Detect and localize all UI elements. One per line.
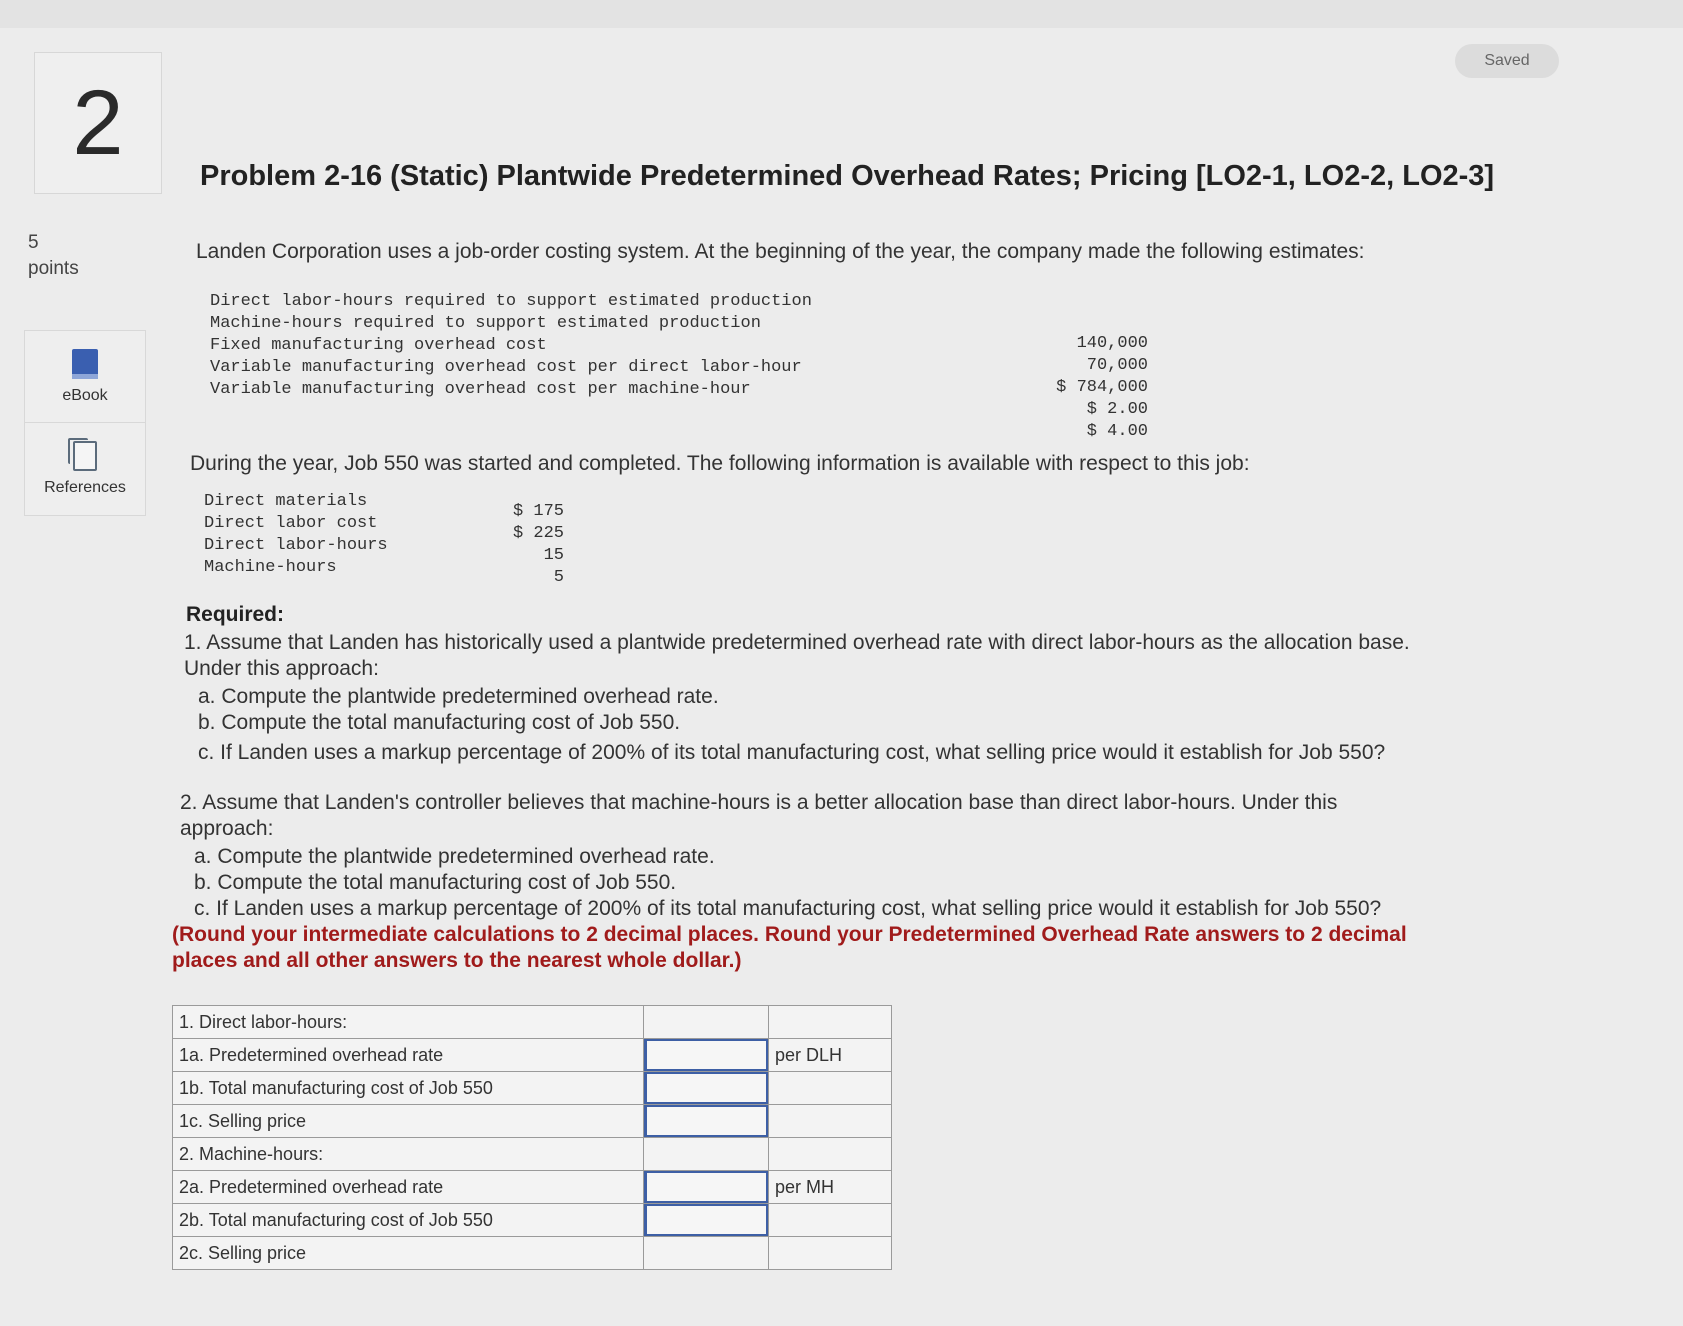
estimate-label: Machine-hours required to support estimated production: [210, 314, 761, 333]
job-value: $ 175: [512, 502, 564, 521]
points-label: points: [28, 258, 79, 279]
estimate-value: $ 4.00: [1086, 422, 1148, 441]
estimate-label: Fixed manufacturing overhead cost: [210, 336, 547, 355]
requirement-1c: c. If Landen uses a markup percentage of 200% of its total manufacturing cost, what selling price would it establish for Job 550?: [198, 741, 1386, 764]
rounding-instructions: [172, 922, 1407, 974]
row-label: 2c. Selling price: [173, 1237, 644, 1270]
problem-title: Problem 2-16 (Static) Plantwide Predetermined Overhead Rates; Pricing [LO2-1, LO2-2, LO2-3]: [200, 160, 1495, 192]
estimate-label: Variable manufacturing overhead cost per machine-hour: [210, 380, 751, 399]
requirement-2-cont: approach:: [180, 817, 274, 840]
unit-cell: [769, 1204, 892, 1237]
unit-cell: per DLH: [769, 1039, 892, 1072]
total-manufacturing-cost-dlh-input[interactable]: [644, 1072, 768, 1104]
estimate-label: Direct labor-hours required to support estimated production: [210, 292, 812, 311]
unit-cell: per MH: [769, 1171, 892, 1204]
table-row: [173, 1072, 892, 1105]
table-row: [173, 1105, 892, 1138]
intro-text: Landen Corporation uses a job-order costing system. At the beginning of the year, the company made the following estimates:: [196, 240, 1365, 263]
selling-price-mh-input[interactable]: [644, 1237, 769, 1270]
table-row: [173, 1039, 892, 1072]
rounding-line-1: (Round your intermediate calculations to 2 decimal places. Round your Predetermined Overhead Rate answers to 2 decimal: [172, 923, 1407, 946]
total-manufacturing-cost-mh-input[interactable]: [644, 1204, 768, 1236]
estimate-value: $ 784,000: [1056, 378, 1148, 397]
estimate-value: $ 2.00: [1086, 400, 1148, 419]
row-label: 2. Machine-hours:: [173, 1138, 644, 1171]
table-row: [173, 1204, 892, 1237]
requirement-2: 2. Assume that Landen's controller believes that machine-hours is a better allocation base than direct labor-hours. Under this: [180, 791, 1338, 814]
ebook-label: eBook: [62, 387, 108, 404]
job-value: $ 225: [512, 524, 564, 543]
row-label: 1b. Total manufacturing cost of Job 550: [173, 1072, 644, 1105]
job-value: 5: [553, 568, 564, 587]
estimate-value: 140,000: [1076, 334, 1148, 353]
unit-cell: [769, 1072, 892, 1105]
predetermined-overhead-rate-mh-input[interactable]: [644, 1171, 768, 1203]
references-button[interactable]: [24, 422, 146, 516]
answer-table: [172, 1005, 892, 1270]
job-label: Direct labor cost: [204, 514, 378, 533]
table-row: [173, 1006, 892, 1039]
estimate-value: 70,000: [1086, 356, 1148, 375]
job-label: Direct materials: [204, 492, 368, 511]
ebook-button[interactable]: [24, 330, 146, 424]
job-label: Machine-hours: [204, 558, 337, 577]
requirement-2b: b. Compute the total manufacturing cost of Job 550.: [194, 871, 677, 894]
empty-cell: [644, 1006, 769, 1039]
points-indicator: [28, 230, 79, 282]
unit-cell: [769, 1138, 892, 1171]
saved-status-badge: Saved: [1455, 44, 1559, 78]
table-row: [173, 1237, 892, 1270]
required-heading: [186, 602, 284, 627]
references-label: References: [44, 479, 126, 496]
required-heading-text: Required:: [186, 603, 285, 626]
unit-cell: [769, 1105, 892, 1138]
ebook-icon: [72, 349, 98, 379]
points-value: 5: [28, 232, 39, 253]
job-label: Direct labor-hours: [204, 536, 388, 555]
selling-price-dlh-input[interactable]: [644, 1105, 768, 1137]
table-row: [173, 1138, 892, 1171]
estimate-label: Variable manufacturing overhead cost per direct labor-hour: [210, 358, 802, 377]
question-number: 2: [34, 52, 162, 194]
row-label: 2a. Predetermined overhead rate: [173, 1171, 644, 1204]
empty-cell: [644, 1138, 769, 1171]
requirement-1: 1. Assume that Landen has historically used a plantwide predetermined overhead rate with direct labor-hours as the allocation base.: [184, 631, 1410, 654]
requirement-2c: c. If Landen uses a markup percentage of 200% of its total manufacturing cost, what selling price would it establish for Job 550?: [194, 897, 1382, 920]
predetermined-overhead-rate-dlh-input[interactable]: [644, 1039, 768, 1071]
table-row: [173, 1171, 892, 1204]
unit-cell: [769, 1237, 892, 1270]
row-label: 1. Direct labor-hours:: [173, 1006, 644, 1039]
requirement-1-cont: Under this approach:: [184, 657, 379, 680]
references-icon: [73, 441, 97, 471]
row-label: 1c. Selling price: [173, 1105, 644, 1138]
row-label: 1a. Predetermined overhead rate: [173, 1039, 644, 1072]
top-bar: [0, 0, 1683, 28]
row-label: 2b. Total manufacturing cost of Job 550: [173, 1204, 644, 1237]
requirement-2a: a. Compute the plantwide predetermined overhead rate.: [194, 845, 715, 868]
job-intro-text: During the year, Job 550 was started and completed. The following information is available with respect to this job:: [190, 452, 1250, 475]
unit-cell: [769, 1006, 892, 1039]
job-value: 15: [543, 546, 564, 565]
rounding-line-2: places and all other answers to the nearest whole dollar.): [172, 949, 742, 972]
requirement-1b: b. Compute the total manufacturing cost of Job 550.: [198, 711, 681, 734]
requirement-1a: a. Compute the plantwide predetermined overhead rate.: [198, 685, 719, 708]
